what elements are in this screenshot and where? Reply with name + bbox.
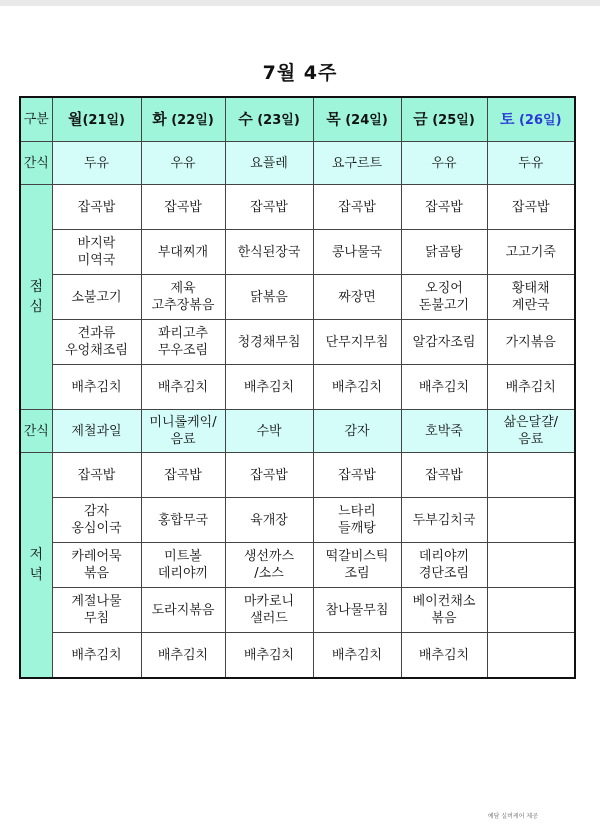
menu-cell: 생선까스 /소스 [225,543,313,588]
menu-cell: 배추김치 [487,365,575,410]
header-mon: 월(21일) [52,97,141,142]
menu-cell: 짜장면 [313,275,401,320]
menu-cell [487,453,575,498]
menu-cell: 닭곰탕 [401,230,487,275]
menu-cell: 감자 [313,410,401,453]
menu-cell: 배추김치 [313,365,401,410]
menu-cell: 부대찌개 [141,230,225,275]
menu-cell: 삶은달걀/ 음료 [487,410,575,453]
menu-cell: 느타리 들깨탕 [313,498,401,543]
menu-cell: 배추김치 [141,633,225,679]
menu-cell: 단무지무침 [313,320,401,365]
dinner-row [20,498,575,543]
snack-label: 간식 [20,142,52,185]
header-sat: 토 (26일) [487,97,575,142]
menu-cell: 잡곡밥 [141,185,225,230]
menu-cell: 오징어 돈불고기 [401,275,487,320]
menu-cell: 호박죽 [401,410,487,453]
weekly-menu-table [19,96,576,679]
dinner-row [20,588,575,633]
menu-cell: 데리야끼 경단조림 [401,543,487,588]
menu-cell: 배추김치 [52,365,141,410]
menu-cell: 미니롤케익/ 음료 [141,410,225,453]
menu-cell [487,498,575,543]
menu-cell [487,633,575,679]
header-row [20,97,575,142]
menu-cell: 마카로니 샐러드 [225,588,313,633]
lunch-row [20,275,575,320]
menu-cell: 배추김치 [141,365,225,410]
menu-cell: 베이컨채소 볶음 [401,588,487,633]
menu-cell: 닭볶음 [225,275,313,320]
menu-cell: 계절나물 무침 [52,588,141,633]
menu-cell: 배추김치 [225,633,313,679]
menu-cell: 배추김치 [401,633,487,679]
menu-cell: 배추김치 [313,633,401,679]
menu-cell: 잡곡밥 [401,453,487,498]
menu-cell: 두유 [487,142,575,185]
menu-cell: 잡곡밥 [401,185,487,230]
lunch-row [20,320,575,365]
lunch-row [20,230,575,275]
menu-cell: 잡곡밥 [225,453,313,498]
page-title: 7월 4주 [262,62,338,84]
menu-cell: 청경채무침 [225,320,313,365]
menu-cell: 알감자조림 [401,320,487,365]
menu-cell: 제육 고추장볶음 [141,275,225,320]
header-fri: 금 (25일) [401,97,487,142]
menu-cell: 제철과일 [52,410,141,453]
menu-cell: 육개장 [225,498,313,543]
dinner-label: 저 녁 [20,453,52,679]
menu-cell: 카레어묵 볶음 [52,543,141,588]
menu-cell: 참나물무침 [313,588,401,633]
menu-cell: 떡갈비스틱 조림 [313,543,401,588]
menu-cell: 수박 [225,410,313,453]
header-wed: 수 (23일) [225,97,313,142]
menu-cell: 콩나물국 [313,230,401,275]
menu-cell: 감자 옹심이국 [52,498,141,543]
menu-cell: 도라지볶음 [141,588,225,633]
menu-cell: 홍합무국 [141,498,225,543]
menu-cell: 한식된장국 [225,230,313,275]
menu-cell: 잡곡밥 [141,453,225,498]
menu-cell: 견과류 우엉채조림 [52,320,141,365]
menu-cell: 고고기죽 [487,230,575,275]
snack-row-1 [20,142,575,185]
dinner-row [20,543,575,588]
menu-cell: 배추김치 [401,365,487,410]
header-thu: 목 (24일) [313,97,401,142]
menu-cell: 미트볼 데리야끼 [141,543,225,588]
menu-cell [487,543,575,588]
menu-cell: 우유 [141,142,225,185]
lunch-row [20,365,575,410]
menu-cell: 잡곡밥 [52,185,141,230]
menu-cell: 요구르트 [313,142,401,185]
header-tue: 화 (22일) [141,97,225,142]
menu-cell: 우유 [401,142,487,185]
lunch-label: 점 심 [20,185,52,410]
dinner-row [20,633,575,679]
snack-row-2 [20,410,575,453]
menu-cell: 황태채 계란국 [487,275,575,320]
top-bar [0,0,600,6]
menu-cell: 가지볶음 [487,320,575,365]
menu-cell: 배추김치 [225,365,313,410]
lunch-row [20,185,575,230]
menu-cell: 잡곡밥 [225,185,313,230]
menu-cell: 잡곡밥 [313,453,401,498]
menu-cell: 잡곡밥 [313,185,401,230]
footer-credit: 예담 실버케어 제공 [487,813,538,820]
snack-label: 간식 [20,410,52,453]
menu-cell: 잡곡밥 [52,453,141,498]
menu-cell: 바지락 미역국 [52,230,141,275]
menu-cell: 요플레 [225,142,313,185]
header-label: 구분 [20,97,52,142]
menu-cell [487,588,575,633]
menu-cell: 배추김치 [52,633,141,679]
menu-cell: 두유 [52,142,141,185]
menu-cell: 소불고기 [52,275,141,320]
dinner-row [20,453,575,498]
menu-cell: 두부김치국 [401,498,487,543]
menu-cell: 잡곡밥 [487,185,575,230]
menu-cell: 꽈리고추 무우조림 [141,320,225,365]
